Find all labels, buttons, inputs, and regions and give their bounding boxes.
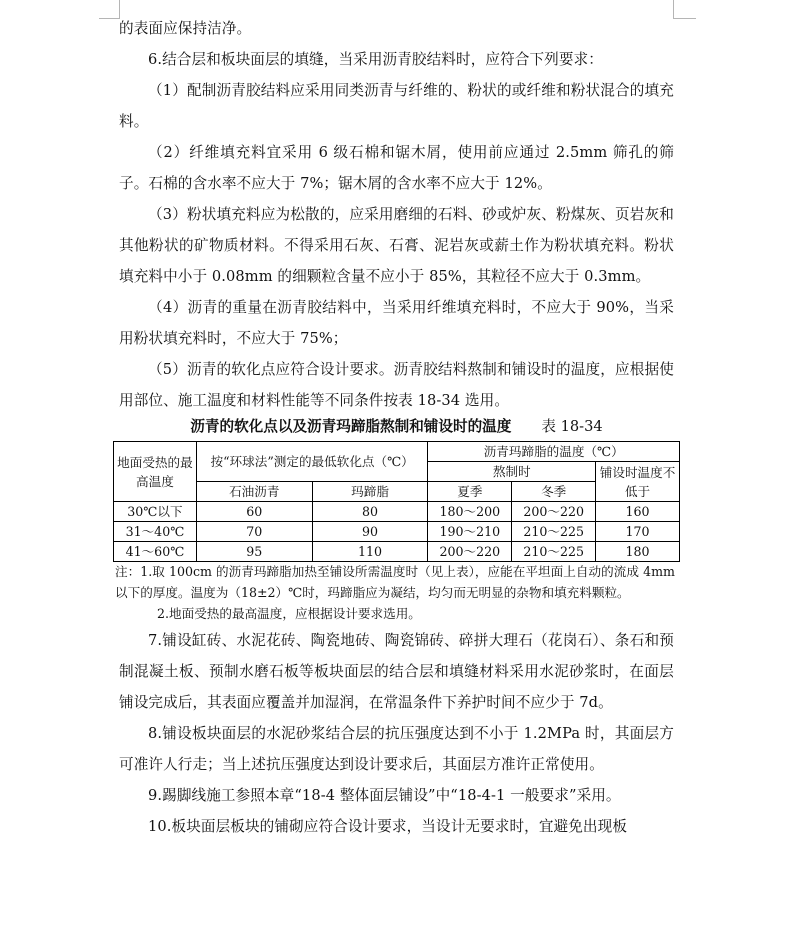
- table-title: 沥青的软化点以及沥青玛蹄脂熬制和铺设时的温度: [190, 418, 512, 435]
- table-caption: [119, 413, 674, 441]
- header-softening-point: 按“环球法”测定的最低软化点（℃）: [196, 442, 428, 482]
- paragraph: （1）配制沥青胶结料应采用同类沥青与纤维的、粉状的或纤维和粉状混合的填充料。: [119, 82, 674, 130]
- table-row: [114, 542, 680, 562]
- table-cell: 210～225: [512, 522, 596, 542]
- table-cell: 160: [596, 502, 680, 522]
- document-page: [115, 13, 676, 842]
- table-cell: 95: [196, 542, 312, 562]
- paragraph: 的表面应保持洁净。: [119, 20, 252, 37]
- table-cell: 180～200: [428, 502, 512, 522]
- header-mastic-temp: 沥青玛蹄脂的温度（℃）: [428, 442, 680, 462]
- data-table: [113, 441, 680, 562]
- table-row: [114, 502, 680, 522]
- table-cell: 30℃以下: [114, 502, 197, 522]
- header-boiling: 熬制时: [428, 462, 596, 482]
- page-corner-mark-right: [673, 0, 696, 19]
- header-asphalt-oil: 石油沥青: [196, 482, 312, 502]
- paragraph: 9.踢脚线施工参照本章“18-4 整体面层铺设”中“18-4-1 一般要求”采用。: [148, 787, 621, 804]
- paragraph: 6.结合层和板块面层的填缝，当采用沥青胶结料时，应符合下列要求：: [148, 51, 603, 68]
- page-corner-mark-left: [99, 0, 120, 19]
- paragraph: 7.铺设缸砖、水泥花砖、陶瓷地砖、陶瓷锦砖、碎拼大理石（花岗石）、条石和预制混凝土板、预制水磨石板等板块面层的结合层和填缝材料采用水泥砂浆时，在面层铺设完成后，其表面应覆盖并加湿润，在常温条件下养护时间不应少于 7d。: [119, 632, 674, 711]
- table-note-1: 注：1.取 100cm 的沥青玛蹄脂加热至铺设所需温度时（见上表），应能在平坦面上自动的流成 4mm以下的厚度。温度为（18±2）℃时，玛蹄脂应为凝结，均匀而无明显的杂物和填充料颗粒。: [115, 564, 675, 600]
- table-cell: 60: [196, 502, 312, 522]
- table-cell: 90: [312, 522, 428, 542]
- table-cell: 41～60℃: [114, 542, 197, 562]
- header-winter: 冬季: [512, 482, 596, 502]
- table-cell: 200～220: [428, 542, 512, 562]
- header-summer: 夏季: [428, 482, 512, 502]
- header-max-temp: 地面受热的最高温度: [114, 442, 197, 502]
- table-number: 表 18-34: [541, 418, 603, 435]
- paragraph: （3）粉状填充料应为松散的，应采用磨细的石料、砂或炉灰、粉煤灰、页岩灰和其他粉状的矿物质材料。不得采用石灰、石膏、泥岩灰或薪土作为粉状填充料。粉状填充料中小于 0.08mm 的细颗粒含量不应小于 85%，其粒径不应大于 0.3mm。: [119, 206, 674, 285]
- table-note-2: 2.地面受热的最高温度，应根据设计要求选用。: [157, 606, 421, 621]
- paragraph: （5）沥青的软化点应符合设计要求。沥青胶结料熬制和铺设时的温度，应根据使用部位、施工温度和材料性能等不同条件按表 18-34 选用。: [119, 361, 674, 409]
- table-cell: 31～40℃: [114, 522, 197, 542]
- table-row: [114, 522, 680, 542]
- header-laying-temp: 铺设时温度不低于: [596, 462, 680, 502]
- table-cell: 180: [596, 542, 680, 562]
- paragraph: （2）纤维填充料宜采用 6 级石棉和锯木屑，使用前应通过 2.5mm 筛孔的筛子。石棉的含水率不应大于 7%；锯木屑的含水率不应大于 12%。: [119, 144, 674, 192]
- table-cell: 170: [596, 522, 680, 542]
- table-cell: 190～210: [428, 522, 512, 542]
- table-cell: 70: [196, 522, 312, 542]
- table-cell: 210～225: [512, 542, 596, 562]
- paragraph: 8.铺设板块面层的水泥砂浆结合层的抗压强度达到不小于 1.2MPa 时，其面层方可准许人行走；当上述抗压强度达到设计要求后，其面层方准许正常使用。: [119, 725, 674, 773]
- table-cell: 110: [312, 542, 428, 562]
- header-mastic: 玛蹄脂: [312, 482, 428, 502]
- paragraph: 10.板块面层板块的铺砌应符合设计要求，当设计无要求时，宜避免出现板: [148, 818, 628, 835]
- paragraph: （4）沥青的重量在沥青胶结料中，当采用纤维填充料时，不应大于 90%，当采用粉状填充料时，不应大于 75%；: [119, 299, 674, 347]
- table-cell: 80: [312, 502, 428, 522]
- table-cell: 200～220: [512, 502, 596, 522]
